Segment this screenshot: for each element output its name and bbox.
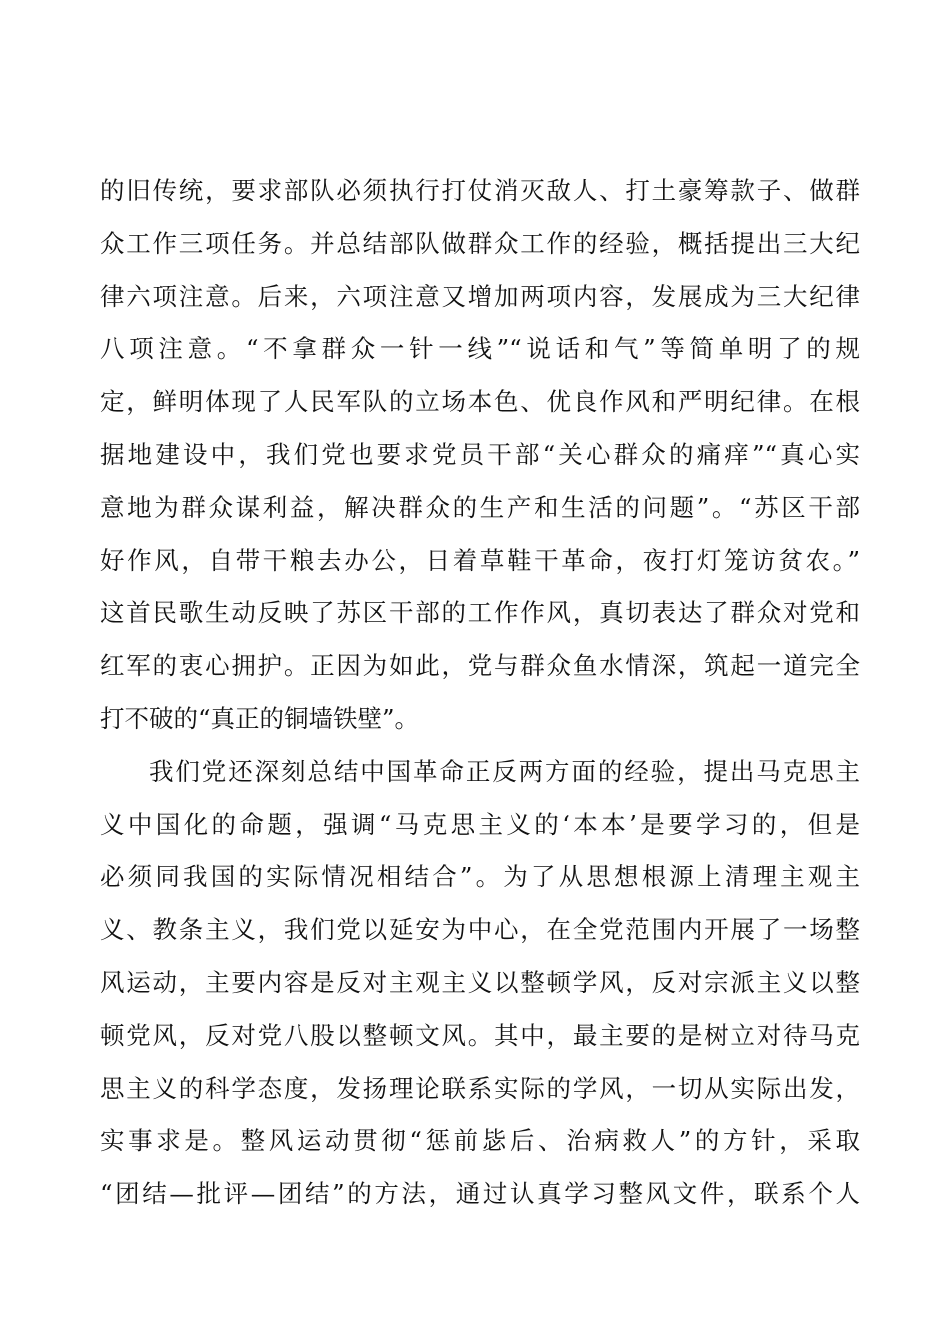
paragraph-2 — [100, 746, 860, 1221]
text-line: 律六项注意。后来，六项注意又增加两项内容，发展成为三大纪律 — [100, 281, 860, 311]
text-line: 打不破的“真正的铜墙铁壁”。 — [100, 703, 420, 733]
text-line: 众工作三项任务。并总结部队做群众工作的经验，概括提出三大纪 — [100, 228, 860, 258]
text-line: 顿党风，反对党八股以整顿文风。其中，最主要的是树立对待马克 — [100, 1020, 860, 1050]
text-line: 我们党还深刻总结中国革命正反两方面的经验，提出马克思主 — [149, 756, 860, 786]
text-line: 好作风，自带干粮去办公，日着草鞋干革命，夜打灯笼访贫农。” — [100, 545, 860, 575]
text-line: 红军的衷心拥护。正因为如此，党与群众鱼水情深，筑起一道完全 — [100, 651, 860, 681]
document-body — [100, 165, 860, 1221]
text-line: 意地为群众谋利益，解决群众的生产和生活的问题”。“苏区干部 — [100, 492, 860, 522]
text-line: 的旧传统，要求部队必须执行打仗消灭敌人、打土豪筹款子、做群 — [100, 176, 860, 205]
paragraph-1 — [100, 165, 860, 746]
text-line: 据地建设中，我们党也要求党员干部“关心群众的痛痒”“真心实 — [100, 439, 860, 469]
text-line: 义、教条主义，我们党以延安为中心，在全党范围内开展了一场整 — [100, 915, 860, 945]
text-line: 八项注意。“不拿群众一针一线”“说话和气”等简单明了的规 — [100, 334, 860, 364]
text-line: “团结—批评—团结”的方法，通过认真学习整风文件，联系个人 — [100, 1179, 860, 1209]
text-line: 实事求是。整风运动贯彻“惩前毖后、治病救人”的方针，采取 — [100, 1126, 860, 1156]
text-line: 定，鲜明体现了人民军队的立场本色、优良作风和严明纪律。在根 — [100, 387, 860, 417]
text-line: 必须同我国的实际情况相结合”。为了从思想根源上清理主观主 — [100, 862, 860, 892]
text-line: 思主义的科学态度，发扬理论联系实际的学风，一切从实际出发， — [100, 1073, 860, 1103]
text-line: 义中国化的命题，强调“马克思主义的‘本本’是要学习的，但是 — [100, 809, 860, 839]
text-line: 风运动，主要内容是反对主观主义以整顿学风，反对宗派主义以整 — [100, 967, 860, 997]
text-line: 这首民歌生动反映了苏区干部的工作作风，真切表达了群众对党和 — [100, 598, 860, 628]
